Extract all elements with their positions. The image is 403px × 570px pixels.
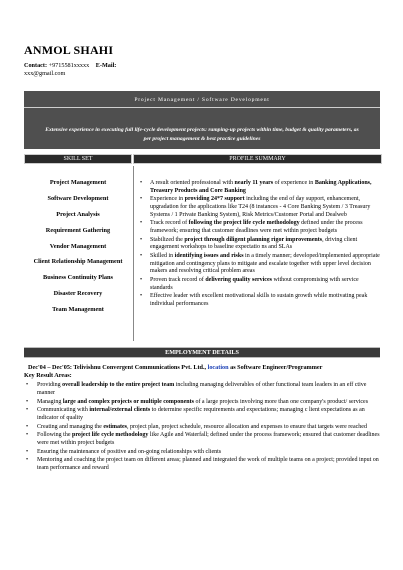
- profile-item: • Stabilized the project through diligent planning rigor improvements, driving client engagement workshops to baseline expectatio ns and SLAs: [140, 237, 380, 252]
- key-result-areas-label: Key Result Areas:: [24, 372, 72, 379]
- responsibility-item: • Communicating with internal/external clients to determine specific requirements and expectations; managing c lient expectations as an indicator of quality: [26, 406, 380, 422]
- responsibility-item: • Providing overall leadership to the entire project team including managing deliverables of other functional team leaders in an eff ctive manner: [26, 381, 380, 397]
- skill-item: Disaster Recovery: [53, 290, 103, 297]
- skill-set-header: SKILL SET: [24, 154, 132, 164]
- skill-item: Project Analysis: [56, 211, 100, 218]
- profile-summary-list: [140, 180, 380, 309]
- contact-label: Contact:: [24, 62, 48, 69]
- job-period-company: Dec'04 – Dec'05: Telivishnu Convergent Communications Pvt. Ltd.,: [28, 364, 208, 371]
- skill-item: Team Management: [52, 306, 104, 313]
- skill-item: Requirement Gathering: [45, 227, 111, 234]
- skill-item: Software Development: [47, 195, 109, 202]
- banner-summary: Extensive experience in executing full life-cycle development projects: ramping-up projects within time, budget & quality parameters, as per project management & best practice guidelines: [45, 127, 359, 142]
- summary-banner: [24, 91, 380, 149]
- profile-item: • Proven track record of delivering quality services without compromising with service standards: [140, 277, 380, 292]
- responsibility-item: • Ensuring the maintenance of positive and on-going relationships with clients: [26, 448, 380, 456]
- contact-line: [24, 61, 116, 70]
- email-label: E-Mail:: [95, 62, 117, 69]
- banner-divider: [24, 107, 380, 108]
- skill-item: Project Management: [49, 179, 107, 186]
- profile-item: • Skilled in identifying issues and risks in a timely manner; developed/implemented appropriate mitigation and contingency plans to mitigate and escalate together with upper level decision makers and resolving critical problem areas: [140, 253, 380, 276]
- profile-summary-header: PROFILE SUMMARY: [133, 154, 382, 164]
- candidate-name: ANMOL SHAHI: [24, 43, 114, 57]
- skill-item: Vendor Management: [49, 243, 107, 250]
- job-role: as Software Engineer/Programmer: [228, 364, 323, 371]
- skill-item: Business Continuity Plans: [43, 274, 113, 281]
- profile-item: • Track record of following the project life cycle methodology defined under the process framework; ensuring that customer deadlines were met within project budgets: [140, 220, 380, 235]
- column-divider: [133, 166, 134, 341]
- email-address: xxx@gmail.com: [24, 70, 66, 77]
- profile-item: • Experience in providing 24*7 support including the end of day support, enhancement, upgradation for the applications like T24 (8 instances - 4 Core Banking System / 3 Treasury Systems / 1 Private Banking System), Risk Metrics/Customer Portal and Dealweb: [140, 196, 380, 219]
- banner-title: Project Management / Software Development: [134, 97, 270, 103]
- employment-details-header: EMPLOYMENT DETAILS: [24, 347, 380, 358]
- profile-item: • Effective leader with excellent motivational skills to sustain growth while motivating peak individual performances: [140, 293, 380, 308]
- job-line: [28, 364, 322, 371]
- profile-item: • A result oriented professional with nearly 11 years of experience in Banking Applications, Treasury Products and Core Banking: [140, 180, 380, 195]
- responsibility-item: • Following the project life cycle methodology like Agile and Waterfall; defined under the process framework; ensured that customer deadlines were met within project budgets: [26, 431, 380, 447]
- responsibility-list: [26, 381, 380, 473]
- phone-number: +9715581xxxxx: [48, 62, 90, 69]
- responsibility-item: • Mentoring and coaching the project team on different areas; planned and integrated the work of multiple teams on a project; provided input on team performance and reward: [26, 456, 380, 472]
- skill-item: Client Relationship Management: [33, 258, 123, 265]
- job-location: location: [207, 364, 229, 371]
- responsibility-item: • Managing large and complex projects or multiple components of a large projects involving more than one company's product/ services: [26, 398, 380, 406]
- responsibility-item: • Creating and managing the estimates, project plan, project schedule, resource allocation and expenses to ensure that targets were reached: [26, 423, 380, 431]
